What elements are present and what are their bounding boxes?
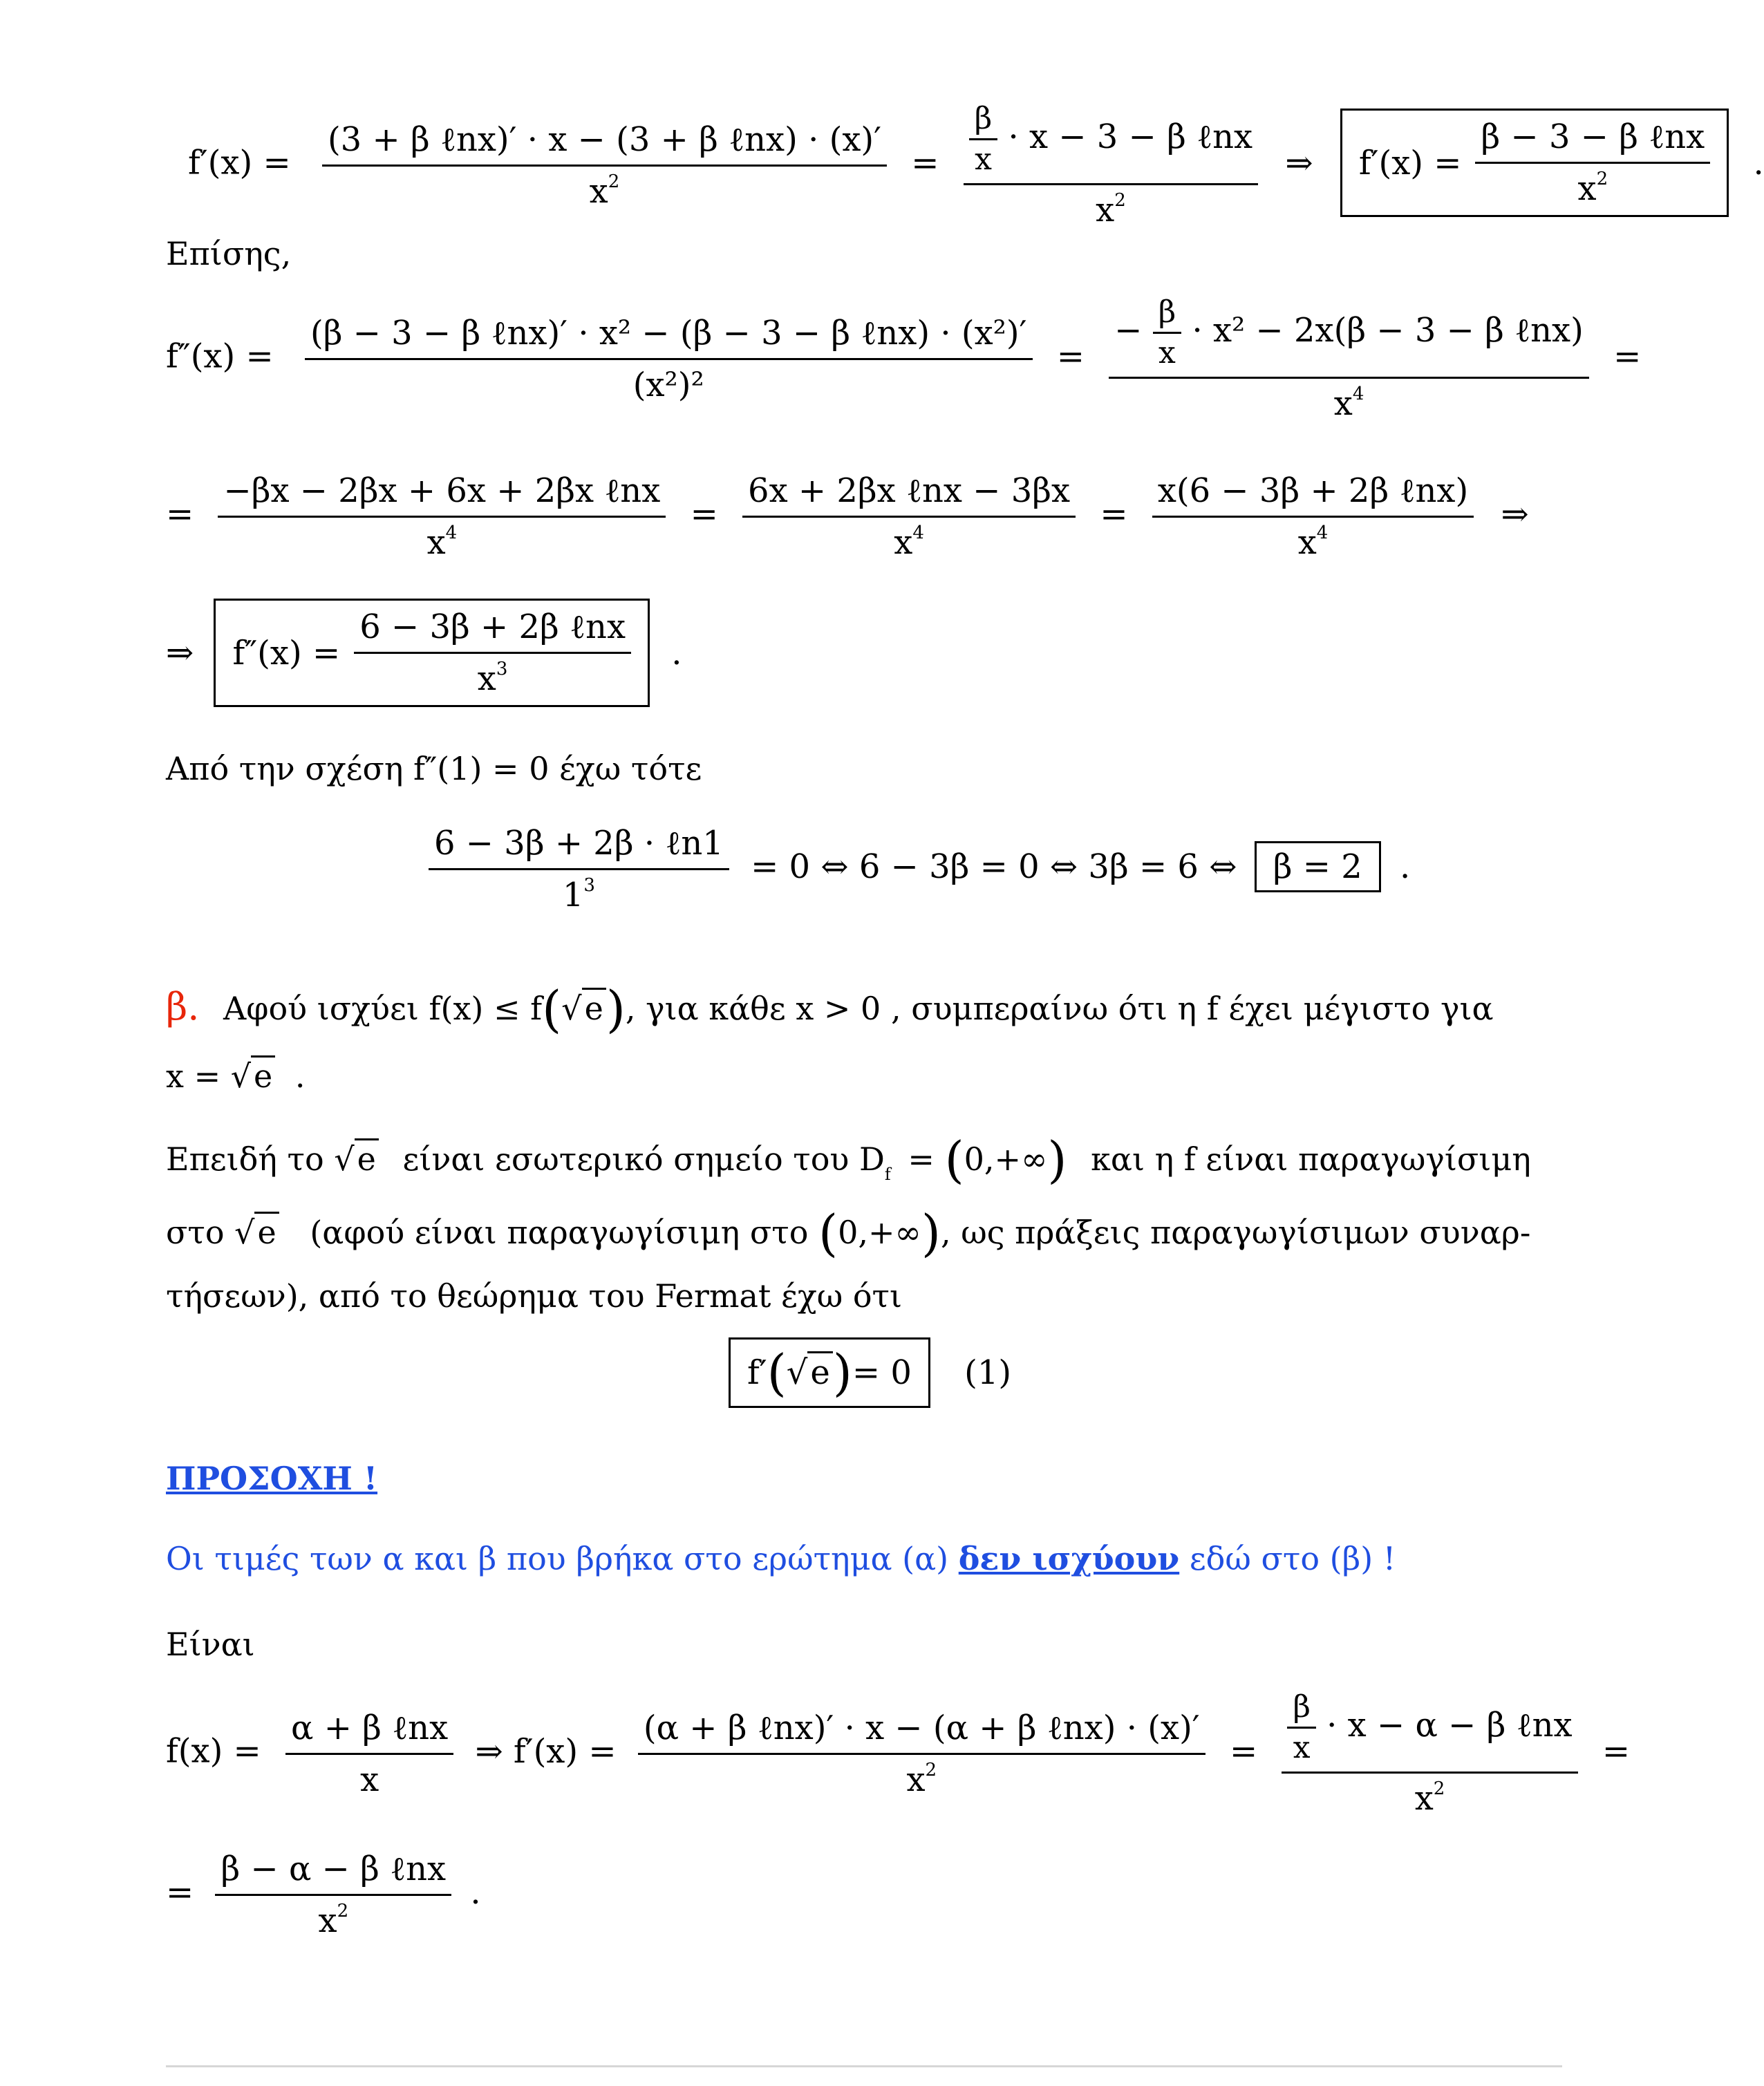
period: . (1400, 847, 1411, 886)
fermat-equation (729, 1337, 1011, 1408)
fraction: $\frac{\text{6 − 3β + 2β · ℓn1}}{1^3}$ (429, 827, 729, 912)
eq-row-result: = $\frac{\text{β − α − β ℓnx}}{x^2}$ . (166, 1850, 481, 1940)
boxed-beta: β = 2 (1255, 841, 1381, 892)
attention-note: Οι τιμές των α και β που βρήκα στο ερώτημα (α) δεν ισχύουν εδώ στο (β) ! (166, 1540, 1396, 1577)
text-einai: Είναι (166, 1626, 255, 1663)
footer-divider (166, 2065, 1562, 2067)
coef-fraction: $\frac{\beta}{x}$ (1153, 297, 1181, 368)
denominator: $x^2$ (964, 183, 1258, 227)
equals: = (690, 495, 718, 534)
part-b-line1: β. Αφού ισχύει f(x) ≤ f(√e), για κάθε x > 0 , συμπεραίνω ότι η f έχει μέγιστο για (166, 980, 1494, 1038)
equals: = (1056, 337, 1085, 376)
sqrt-e: √e (561, 990, 606, 1027)
boxed-fermat: f′ ( √e ) = 0 (729, 1337, 930, 1408)
interval: 0,+∞ (838, 1214, 921, 1251)
coef-fraction: $\frac{\beta}{x}$ (969, 104, 997, 175)
fraction-simplified (964, 101, 1258, 229)
interval: 0,+∞ (964, 1140, 1048, 1178)
fraction-1: $\frac{\text{−βx − 2βx + 6x + 2βx ℓnx}}{x^4}$ (218, 474, 666, 559)
implies-symbol: ⇒ (1285, 143, 1313, 182)
para-line2: στο √e (αφού είναι παραγωγίσιμη στο (0,+∞), ως πράξεις παραγωγίσιμων συναρ- (166, 1204, 1531, 1262)
period: . (671, 633, 682, 673)
implies-symbol: ⇒ (1501, 495, 1529, 534)
numerator: (3 + β ℓnx)′ · x − (3 + β ℓnx) · (x)′ (327, 120, 882, 159)
fraction-2: $\frac{\text{6x + 2βx ℓnx − 3βx}}{x^4}$ (742, 474, 1076, 559)
equation-chain: = 0 ⇔ 6 − 3β = 0 ⇔ 3β = 6 ⇔ (751, 847, 1237, 886)
fraction: $\frac{\text{(β − 3 − β ℓnx)′ · x² − (β − 3 − β ℓnx) · (x²)′}}{\text{(x²)²}}$ (305, 317, 1033, 402)
lhs: f′(x) = (188, 143, 291, 182)
text-apo: Από την σχέση f″(1) = 0 έχω τότε (166, 750, 702, 787)
attention-heading: ΠΡΟΣΟΧΗ ! (166, 1460, 378, 1497)
numerator: − $\frac{\beta}{x}$ · x² − 2x(β − 3 − β ℓnx) (1114, 294, 1584, 370)
part-b-line2: x = √e . (166, 1058, 306, 1095)
fraction-simplified: − $\frac{\beta}{x}$ · x² − 2x(β − 3 − β ℓnx) $x^4$ (1109, 297, 1589, 420)
implies-symbol: ⇒ (166, 633, 194, 673)
denominator: $x^2$ (322, 165, 887, 208)
fraction-3: $\frac{\text{x(6 − 3β + 2β ℓnx)}}{x^4}$ (1152, 474, 1474, 559)
sqrt-e: √e (334, 1140, 379, 1178)
equals: = (1100, 495, 1128, 534)
eq-row-simplification (166, 471, 1529, 562)
sqrt-e: √e (234, 1214, 279, 1251)
para-line1: Επειδή το √e είναι εσωτερικό σημείο του $D_f = (0,+\infty)$ και η f είναι παραγωγίσιμη (166, 1131, 1531, 1189)
para-line3: τήσεων), από το θεώρημα του Fermat έχω ότι (166, 1277, 903, 1315)
eq-row-first-derivative (188, 101, 1764, 229)
part-label: β. (166, 985, 200, 1028)
lhs: f″(x) = (166, 337, 274, 376)
boxed-result: f′(x) = $\frac{\text{β − 3 − β ℓnx}}{x^2}$ (1340, 109, 1729, 217)
fraction: $\frac{\text{β − 3 − β ℓnx}}{x^2}$ (1475, 120, 1710, 205)
eq-row-boxed-second-derivative (166, 599, 682, 707)
equals-lead: = (166, 495, 194, 534)
eq-row-second-derivative (166, 294, 1642, 423)
boxed-result: f″(x) = $\frac{\text{6 − 3β + 2β ℓnx}}{x^3}$ (214, 599, 650, 707)
numerator: $\frac{\beta}{x}$ · x − 3 − β ℓnx (964, 104, 1258, 183)
equation-tag: (1) (964, 1353, 1012, 1392)
fraction (322, 120, 887, 211)
equals-end: = (1613, 337, 1642, 376)
eq-row-f-derivative: f(x) = $\frac{\text{α + β ℓnx}}{x}$ ⇒ f′(x) = $\frac{\text{(α + β ℓnx)′ · x − (α + β ℓnx) · (x)′}}{x^2}$ = $\frac{\beta}{x}$ · x − α − β ℓnx $x^2$ = (166, 1689, 1631, 1818)
emphasis-link: δεν ισχύουν (958, 1540, 1180, 1577)
eq-row-solve-beta (429, 824, 1411, 914)
text-episis: Επίσης, (166, 235, 292, 272)
sqrt-e: √e (231, 1058, 276, 1095)
period: . (1753, 143, 1764, 182)
equals: = (911, 143, 939, 182)
